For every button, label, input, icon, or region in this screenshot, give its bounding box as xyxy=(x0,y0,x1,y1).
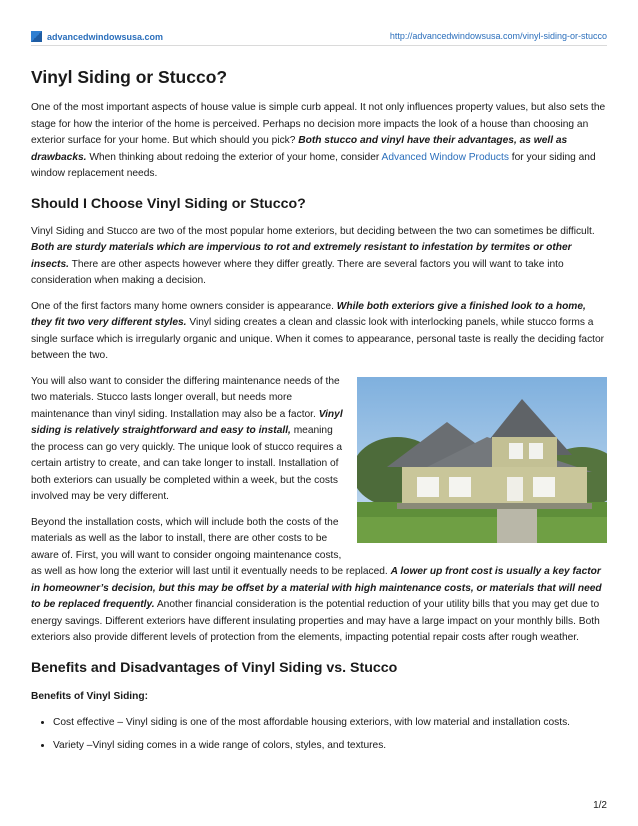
p4-text-2: Another financial consideration is the potential reduction of your utility bills that you may get due to energy savings. Different exteriors have different insulating properties and may have a large impact on your monthly bills. Both exteriors also provide different levels of protection from the elements, impacting potential repair costs after rough weather. xyxy=(31,599,600,643)
paragraph-2 xyxy=(31,299,607,365)
p2-text-1: One of the first factors many home owners consider is appearance. xyxy=(31,300,337,312)
house-photo xyxy=(357,377,607,543)
intro-text-3: for your siding and window replacement needs. xyxy=(31,151,596,179)
list-item: • Variety –Vinyl siding comes in a wide range of colors, styles, and textures. xyxy=(53,738,607,755)
site-favicon-icon xyxy=(31,31,42,42)
page-number: 1/2 xyxy=(593,800,607,811)
subheading-vinyl-benefits: Benefits of Vinyl Siding: xyxy=(31,690,148,702)
page-url[interactable]: http://advancedwindowsusa.com/vinyl-siding-or-stucco xyxy=(389,31,607,41)
p2-text-2: Vinyl siding creates a clean and classic look with interlocking panels, while stucco forms a single surface which is irregularly organic and unique. When it comes to appearance, personal taste is really the deciding factor between the two. xyxy=(31,317,605,361)
article-title: Vinyl Siding or Stucco? xyxy=(31,67,228,87)
p3-emphasis: Vinyl siding is relatively straightforward and easy to install, xyxy=(31,408,343,436)
vinyl-benefits-list xyxy=(31,715,607,754)
site-link[interactable] xyxy=(31,31,163,42)
intro-text-1: One of the most important aspects of house value is simple curb appeal. It not only influences property values, but also sets the stage for how the interior of the home is perceived. Perhaps no decision more impacts the look of a house than choosing an exterior surface for your home. But which should you pick? xyxy=(31,102,606,146)
p1-text-2: There are other aspects however where they differ greatly. There are several factors you will want to take into consideration when making a decision. xyxy=(31,258,564,286)
p1-text-1: Vinyl Siding and Stucco are two of the most popular home exteriors, but deciding between the two can sometimes be difficult. xyxy=(31,225,595,237)
p1-emphasis: Both are sturdy materials which are impervious to rot and extremely resistant to infestation by termites or other insects. xyxy=(31,242,572,270)
intro-emphasis: Both stucco and vinyl have their advantages, as well as drawbacks. xyxy=(31,135,568,163)
p4-emphasis: A lower up front cost is usually a key factor in homeowner’s decision, but this may be offset by a material with high maintenance costs, or materials that will need to be replaced frequently. xyxy=(31,566,602,610)
p3-text-2: meaning the process can go very quickly. The unique look of stucco requires a certain artistry to create, and can take longer to install. Installation of both exteriors can usually be completed within a week, but the costs involved may be very different. xyxy=(31,425,343,502)
list-item: • Cost effective – Vinyl siding is one of the most affordable housing exteriors, with low material and installation costs. xyxy=(53,715,607,732)
site-name[interactable]: advancedwindowsusa.com xyxy=(47,32,164,42)
p3-text-1: You will also want to consider the differing maintenance needs of the two materials. Stucco lasts longer overall, but needs more maintenance than vinyl siding. Installation may also be a factor. xyxy=(31,375,340,420)
p4-text-1: Beyond the installation costs, which will include both the costs of the materials as well as the labor to install, there are other costs to be aware of. First, you will want to consider ongoing maintenance costs, as well as how long the exterior will last until it eventually needs to be replaced. xyxy=(31,516,391,577)
intro-paragraph xyxy=(31,100,607,183)
section-heading-choose: Should I Choose Vinyl Siding or Stucco? xyxy=(31,195,306,212)
intro-text-2: When thinking about redoing the exterior of your home, consider xyxy=(86,151,382,163)
section-heading-benefits: Benefits and Disadvantages of Vinyl Siding vs. Stucco xyxy=(31,659,398,676)
advanced-window-products-link[interactable]: Advanced Window Products xyxy=(381,151,509,163)
header-divider xyxy=(31,45,607,46)
page-header xyxy=(31,28,607,44)
paragraph-1 xyxy=(31,224,607,290)
p2-emphasis: While both exteriors give a finished look to a home, they fit two very different styles. xyxy=(31,300,586,328)
article xyxy=(31,66,607,760)
